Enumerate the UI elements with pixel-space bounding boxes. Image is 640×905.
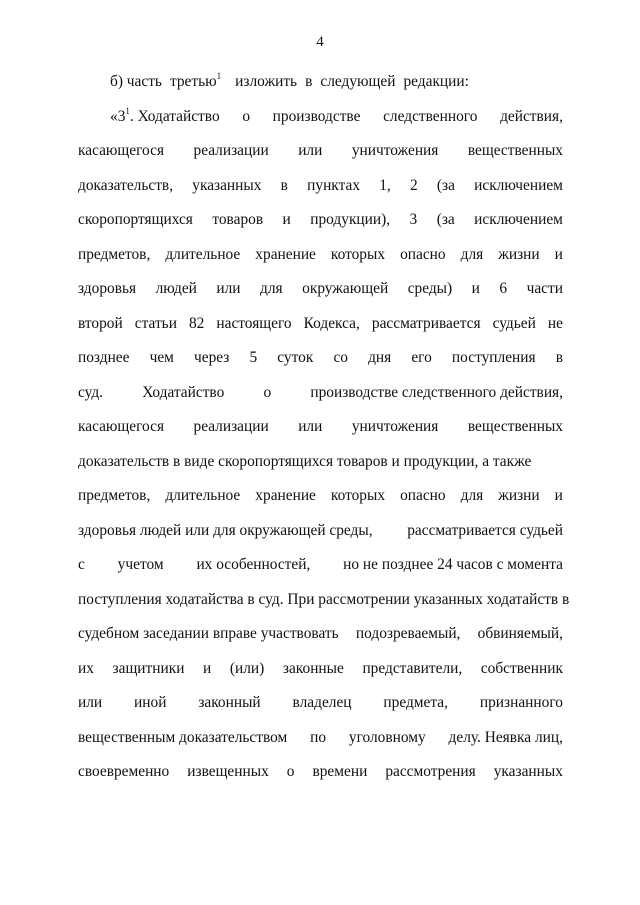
word: длительное [165, 487, 241, 504]
text-line [78, 348, 563, 368]
word: предметов, [78, 246, 151, 263]
word: владелец [292, 694, 352, 711]
text-line [78, 762, 563, 782]
line-text: вещественным доказательством [78, 729, 288, 746]
text-line [78, 314, 563, 334]
word: опасно [400, 487, 446, 504]
word: производстве следственного действия, [310, 384, 563, 401]
word: хранение [255, 246, 316, 263]
word: 3 [409, 211, 418, 228]
word: их особенностей, [196, 556, 311, 573]
word: дня [368, 349, 392, 366]
text-line [78, 452, 563, 472]
word: 6 [499, 280, 508, 297]
word: защитники [112, 660, 185, 677]
word: предметов, [78, 487, 151, 504]
text-line [78, 417, 563, 437]
word: подозреваемый, [355, 625, 461, 642]
intro-word: б) часть [110, 73, 162, 90]
word: Ходатайство [142, 384, 225, 401]
word: и [471, 280, 480, 297]
text-line [78, 659, 563, 679]
word: вещественных [467, 418, 563, 435]
word: указанных [192, 177, 262, 194]
word: для [260, 280, 283, 297]
line-text: делу. Неявка лиц, [448, 729, 563, 746]
word: собственник [480, 660, 563, 677]
word: и [282, 211, 291, 228]
word: обвиняемый, [477, 625, 563, 642]
word: не [547, 315, 563, 332]
text-line [78, 590, 570, 610]
word: части [526, 280, 563, 297]
text-line [78, 245, 563, 265]
line-text: судебном заседании вправе участвовать [78, 625, 339, 642]
word: в [280, 177, 288, 194]
word: о [286, 763, 295, 780]
word: через [194, 349, 230, 366]
word: доказательств, [78, 177, 174, 194]
word: для [460, 487, 484, 504]
word: по [310, 729, 327, 746]
word: о [242, 108, 251, 125]
line-text: рассматривается судьей [407, 522, 563, 539]
word: касающегося [78, 142, 165, 159]
word: и [554, 246, 563, 263]
word: пунктах [307, 177, 361, 194]
word: его [411, 349, 432, 366]
line-text: но не позднее 24 часов с момента [343, 556, 563, 573]
word: исключением [474, 177, 563, 194]
word: со [333, 349, 348, 366]
word: суток [277, 349, 314, 366]
word: статьи [134, 315, 177, 332]
word: или [216, 280, 241, 297]
intro-word: редакции: [403, 73, 469, 90]
word: Кодекса, [303, 315, 360, 332]
line-text: доказательств в виде скоропортящихся товаров и продукции, а также [78, 453, 532, 470]
word: исключением [474, 211, 563, 228]
text-line [78, 693, 563, 713]
word: людей [155, 280, 197, 297]
article-number: «$3^1$. Ходатайство [110, 105, 220, 125]
word: извещенных [187, 763, 269, 780]
word: их [78, 660, 94, 677]
word: следственного [383, 108, 478, 125]
text-line [78, 279, 563, 299]
word: или [78, 694, 103, 711]
word: чем [149, 349, 174, 366]
article-sup: 1 [125, 105, 130, 116]
text-line [78, 486, 563, 506]
word: 2 [409, 177, 418, 194]
word: своевременно [78, 763, 170, 780]
word: уничтожения [351, 418, 439, 435]
word: производстве [272, 108, 361, 125]
text-line [110, 107, 563, 127]
word: иной [134, 694, 167, 711]
word: позднее [78, 349, 130, 366]
intro-word: изложить [235, 73, 298, 90]
word: уголовному [348, 729, 426, 746]
word: опасно [400, 246, 446, 263]
word: реализации [193, 142, 269, 159]
word: (за [436, 177, 455, 194]
word: учетом [117, 556, 164, 573]
text-line [78, 210, 563, 230]
word: длительное [165, 246, 241, 263]
word: продукции), [310, 211, 391, 228]
word: вещественных [467, 142, 563, 159]
word: или [298, 142, 323, 159]
word: среды) [407, 280, 453, 297]
footnote-marker: 1 [216, 70, 222, 81]
word: суд. [78, 384, 104, 401]
word: с [78, 556, 85, 573]
word: указанных [493, 763, 563, 780]
word: предмета, [383, 694, 448, 711]
word: скоропортящихся [78, 211, 193, 228]
word: второй [78, 315, 123, 332]
line-text: поступления ходатайства в суд. При рассмотрении указанных ходатайств в [78, 591, 570, 608]
word: товаров [212, 211, 264, 228]
word: жизни [498, 487, 540, 504]
word: окружающей [302, 280, 389, 297]
word: здоровья [78, 280, 137, 297]
word: и [203, 660, 212, 677]
word: которых [330, 246, 386, 263]
word: времени [312, 763, 368, 780]
word: касающегося [78, 418, 165, 435]
word: которых [330, 487, 386, 504]
word: о [263, 384, 272, 401]
word: признанного [479, 694, 563, 711]
word: рассмотрения [385, 763, 476, 780]
word: и [554, 487, 563, 504]
word: жизни [498, 246, 540, 263]
text-line [78, 141, 563, 161]
word: (за [436, 211, 455, 228]
word: в [555, 349, 563, 366]
word: представители, [362, 660, 463, 677]
word: настоящего [216, 315, 292, 332]
word: законный [198, 694, 261, 711]
word: 1, [379, 177, 391, 194]
word: действия, [500, 108, 563, 125]
line-text: здоровья людей или для окружающей среды, [78, 522, 373, 539]
text-line [78, 383, 563, 403]
word: 5 [249, 349, 258, 366]
word: судьей [492, 315, 536, 332]
intro-word: третью$^1$ [169, 70, 222, 90]
word: для [460, 246, 484, 263]
intro-line [110, 72, 469, 92]
word: законные [282, 660, 344, 677]
word: или [298, 418, 323, 435]
intro-word: в [305, 73, 313, 90]
word: реализации [193, 418, 269, 435]
page-number: 4 [316, 34, 324, 50]
text-line [78, 521, 563, 541]
text-line [78, 728, 563, 748]
word: хранение [255, 487, 316, 504]
text-line [78, 176, 563, 196]
word: рассматривается [371, 315, 481, 332]
intro-word: следующей [320, 73, 396, 90]
word: 82 [188, 315, 205, 332]
word: (или) [229, 660, 265, 677]
word: поступления [451, 349, 536, 366]
text-line [78, 624, 563, 644]
text-line [78, 555, 563, 575]
word: уничтожения [351, 142, 439, 159]
